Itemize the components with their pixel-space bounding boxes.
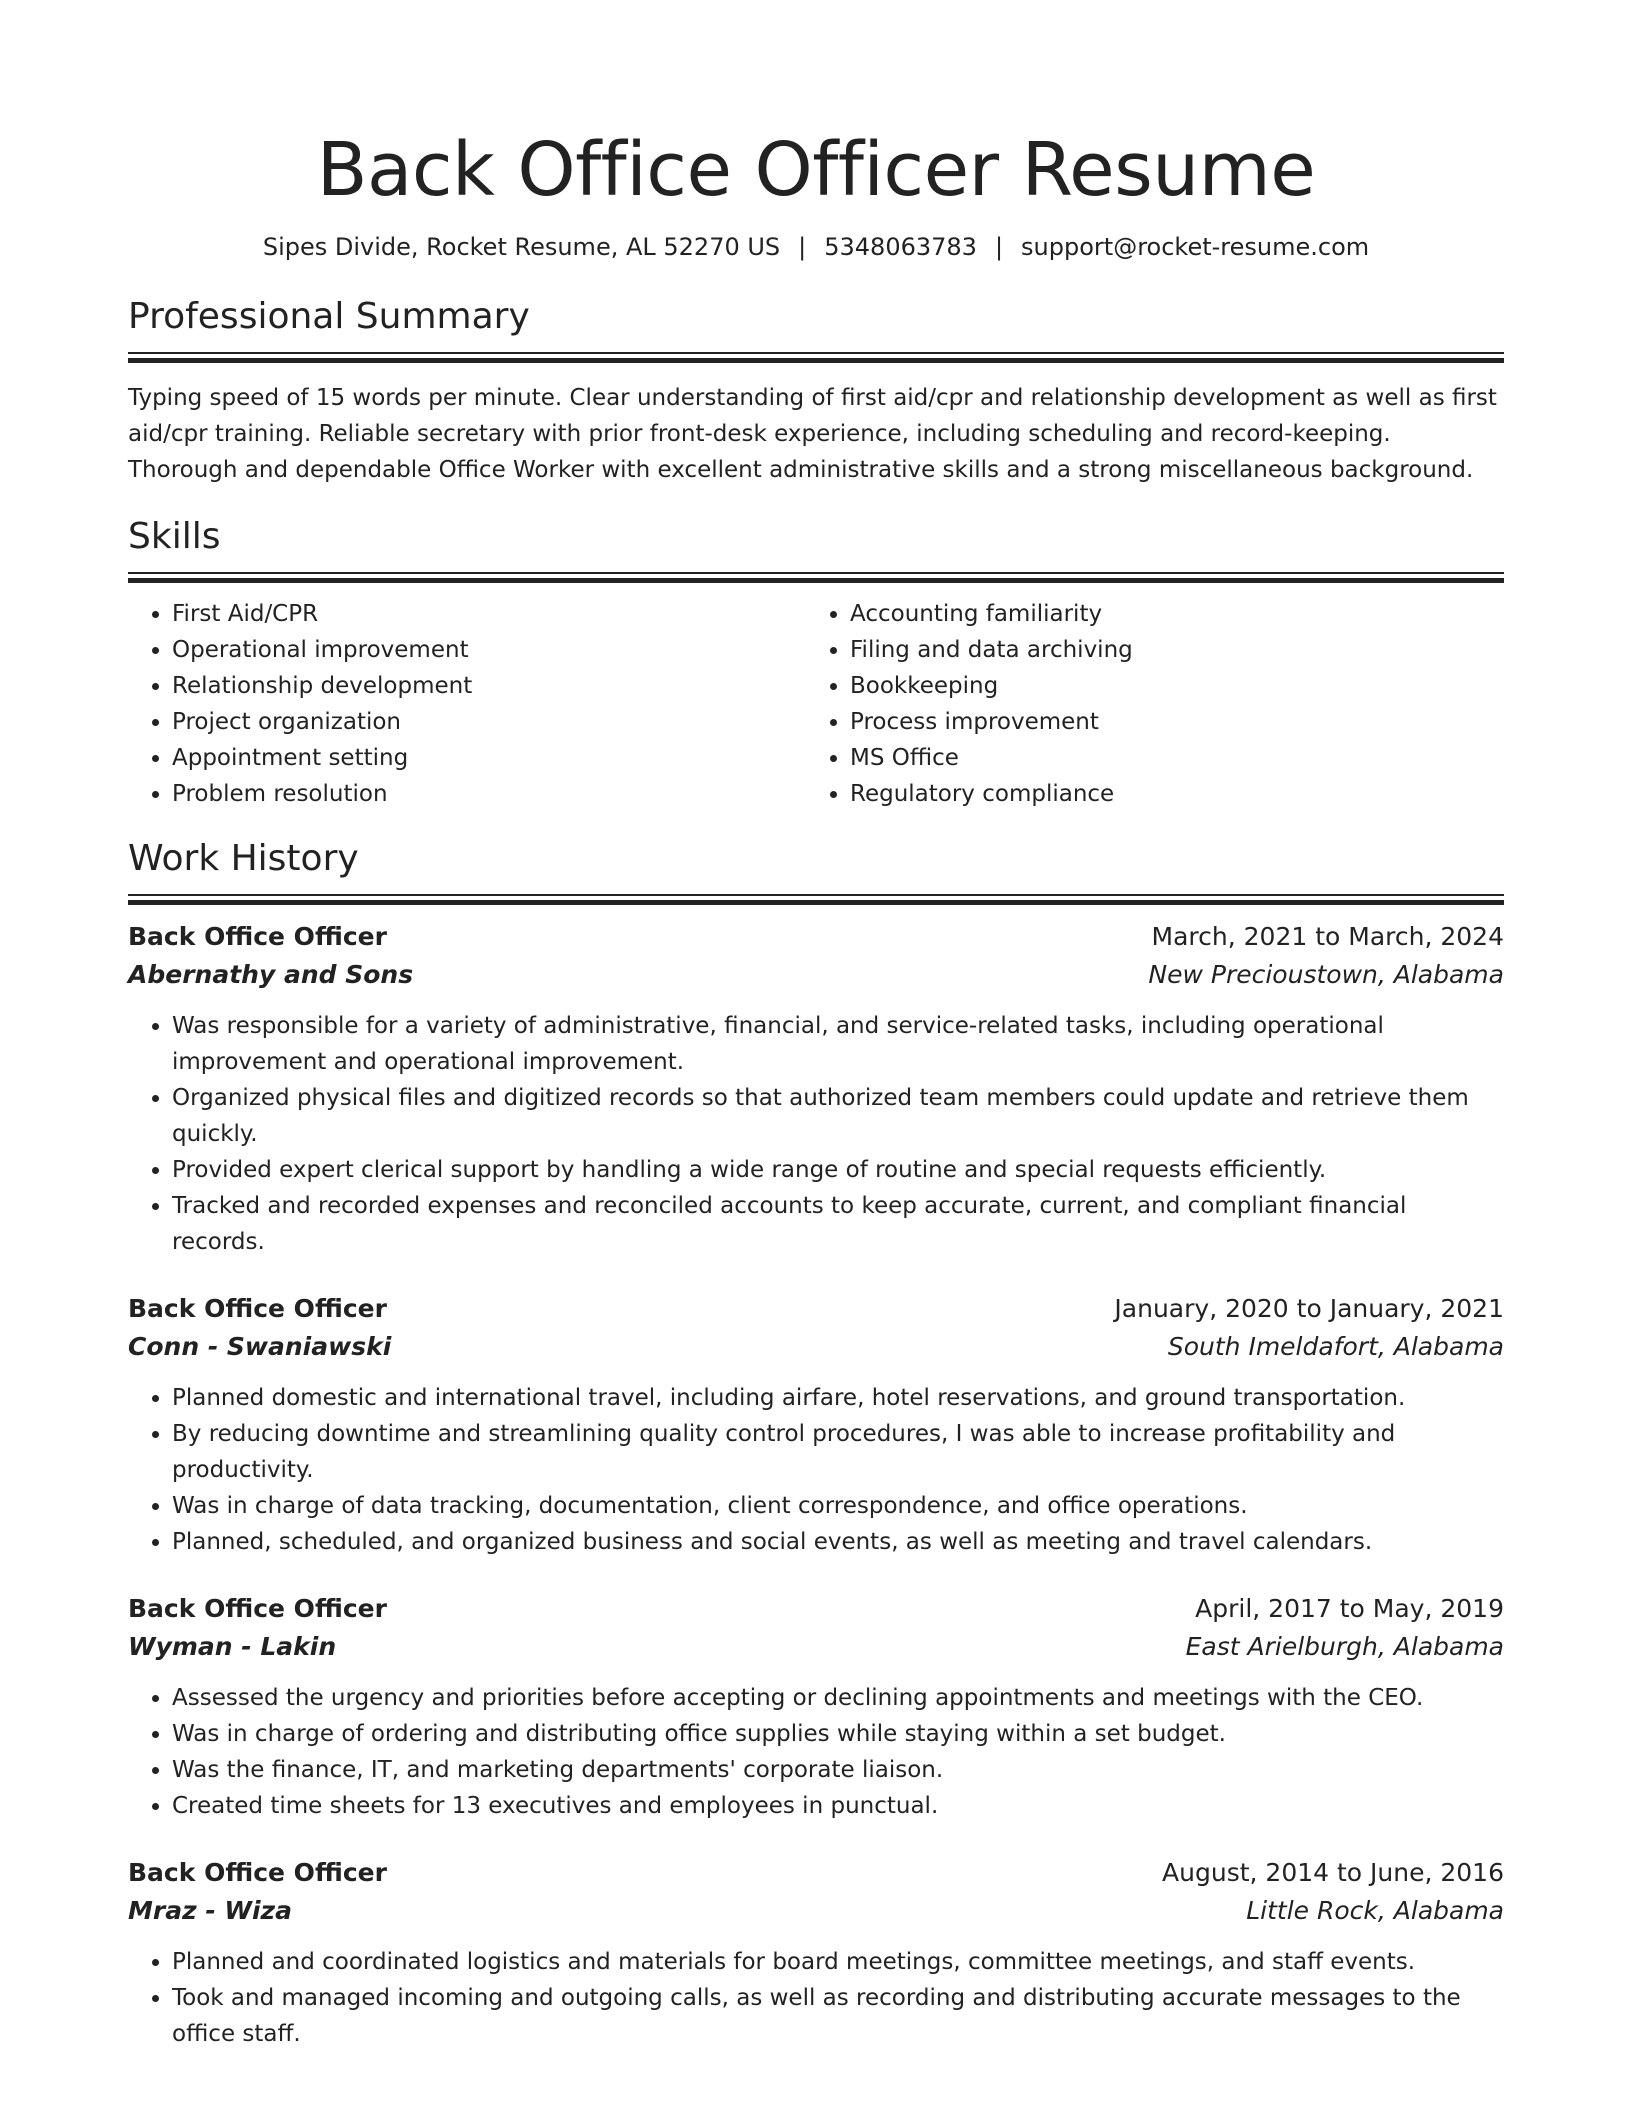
skill-item: • Filing and data archiving (850, 632, 1484, 668)
job-title: Back Office Officer (128, 1294, 387, 1323)
job-header (128, 1290, 1504, 1328)
skill-item: • Accounting familiarity (850, 596, 1484, 632)
job-entry (128, 1590, 1504, 1824)
job-company: Conn - Swaniawski (128, 1332, 392, 1361)
skill-item: • Relationship development (172, 668, 806, 704)
job-dates: April, 2017 to May, 2019 (1195, 1594, 1504, 1623)
job-company: Abernathy and Sons (128, 960, 414, 989)
job-bullet: • Created time sheets for 13 executives and employees in punctual. (172, 1788, 1504, 1824)
job-bullet: • Was in charge of ordering and distributing office supplies while staying within a set budget. (172, 1716, 1504, 1752)
section-divider (128, 894, 1504, 904)
skills-columns (128, 596, 1504, 812)
resume-page (128, 0, 1504, 2082)
job-company: Wyman - Lakin (128, 1632, 337, 1661)
job-subheader (128, 1892, 1504, 1930)
work-history-section (128, 836, 1504, 2052)
job-subheader (128, 1628, 1504, 1666)
job-bullets (128, 1380, 1504, 1560)
work-history-heading: Work History (128, 838, 359, 879)
skill-item: • Regulatory compliance (850, 776, 1484, 812)
job-header (128, 1854, 1504, 1892)
summary-heading: Professional Summary (128, 296, 530, 337)
skills-right-column (806, 596, 1484, 812)
job-entry (128, 1290, 1504, 1560)
section-divider (128, 572, 1504, 582)
job-dates: March, 2021 to March, 2024 (1151, 922, 1504, 951)
job-header (128, 1590, 1504, 1628)
skill-item: • Project organization (172, 704, 806, 740)
skill-item: • Problem resolution (172, 776, 806, 812)
contact-phone: 5348063783 (824, 233, 977, 261)
job-bullet: • Planned and coordinated logistics and materials for board meetings, committee meetings, and staff events. (172, 1944, 1504, 1980)
summary-section (128, 294, 1504, 488)
job-bullet: • Tracked and recorded expenses and reconciled accounts to keep accurate, current, and compliant financial records. (172, 1188, 1504, 1260)
job-title: Back Office Officer (128, 1594, 387, 1623)
job-title: Back Office Officer (128, 1858, 387, 1887)
contact-separator: | (798, 233, 807, 261)
job-title: Back Office Officer (128, 922, 387, 951)
skill-item: • First Aid/CPR (172, 596, 806, 632)
job-bullets (128, 1008, 1504, 1260)
job-bullet: • Organized physical files and digitized records so that authorized team members could update and retrieve them quickly. (172, 1080, 1504, 1152)
job-company: Mraz - Wiza (128, 1896, 292, 1925)
job-location: New Precioustown, Alabama (1148, 960, 1504, 989)
skills-section (128, 514, 1504, 812)
job-dates: January, 2020 to January, 2021 (1114, 1294, 1504, 1323)
job-bullet: • Was responsible for a variety of administrative, financial, and service-related tasks, including operational improvement and operational improvement. (172, 1008, 1504, 1080)
job-bullet: • Took and managed incoming and outgoing calls, as well as recording and distributing accurate messages to the office staff. (172, 1980, 1504, 2052)
job-header (128, 918, 1504, 956)
job-bullet: • By reducing downtime and streamlining quality control procedures, I was able to increase profitability and productivity. (172, 1416, 1504, 1488)
contact-separator: | (994, 233, 1004, 261)
contact-line (128, 230, 1504, 264)
skill-item: • Operational improvement (172, 632, 806, 668)
skills-left-column (128, 596, 806, 812)
job-bullet: • Planned, scheduled, and organized business and social events, as well as meeting and travel calendars. (172, 1524, 1504, 1560)
job-location: Little Rock, Alabama (1246, 1896, 1504, 1925)
skill-item: • MS Office (850, 740, 1484, 776)
job-subheader (128, 1328, 1504, 1366)
contact-email: support@rocket-resume.com (1021, 233, 1370, 261)
job-bullet: • Provided expert clerical support by handling a wide range of routine and special requests efficiently. (172, 1152, 1504, 1188)
section-divider (128, 352, 1504, 362)
job-bullet: • Assessed the urgency and priorities before accepting or declining appointments and meetings with the CEO. (172, 1680, 1504, 1716)
job-bullets (128, 1680, 1504, 1824)
job-dates: August, 2014 to June, 2016 (1162, 1858, 1504, 1887)
summary-text: Typing speed of 15 words per minute. Clear understanding of first aid/cpr and relationship development as well as first aid/cpr training. Reliable secretary with prior front-desk experience, including scheduling and record-keeping. Thorough and dependable Office Worker with excellent administrative skills and a strong miscellaneous background. (128, 385, 1497, 483)
contact-address: Sipes Divide, Rocket Resume, AL 52270 US (262, 233, 781, 261)
skill-item: • Appointment setting (172, 740, 806, 776)
skills-heading: Skills (128, 516, 221, 557)
job-bullet: • Was the finance, IT, and marketing departments' corporate liaison. (172, 1752, 1504, 1788)
job-bullet: • Was in charge of data tracking, documentation, client correspondence, and office operations. (172, 1488, 1504, 1524)
job-entry (128, 918, 1504, 1260)
job-list (128, 918, 1504, 2052)
job-entry (128, 1854, 1504, 2052)
skill-item: • Process improvement (850, 704, 1484, 740)
job-location: South Imeldafort, Alabama (1167, 1332, 1504, 1361)
job-subheader (128, 956, 1504, 994)
skill-item: • Bookkeeping (850, 668, 1484, 704)
job-bullet: • Planned domestic and international travel, including airfare, hotel reservations, and ground transportation. (172, 1380, 1504, 1416)
job-bullets (128, 1944, 1504, 2052)
job-location: East Arielburgh, Alabama (1185, 1632, 1504, 1661)
resume-title: Back Office Officer Resume (316, 127, 1316, 213)
